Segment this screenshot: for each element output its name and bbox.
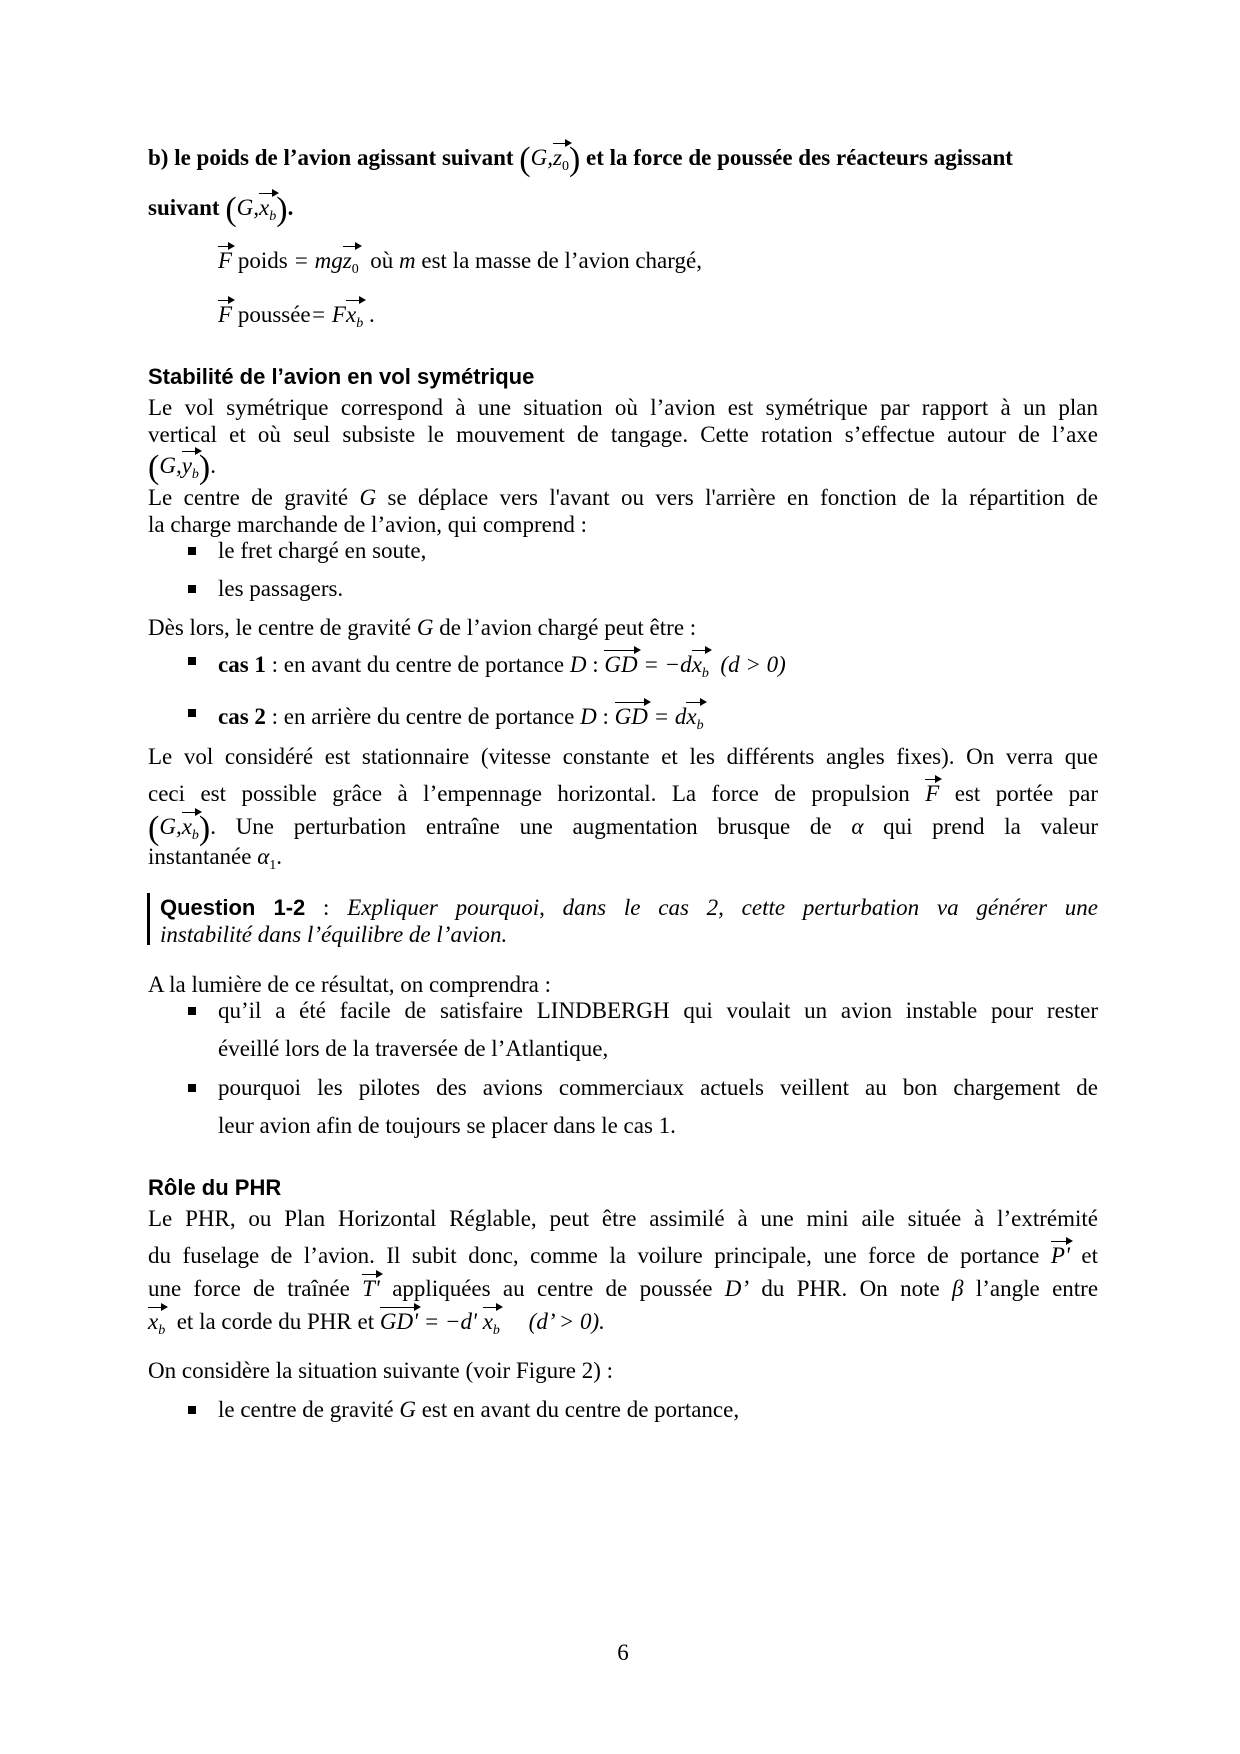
text-span: et — [1081, 1243, 1098, 1268]
axis-paren-open: ( — [519, 141, 531, 178]
paragraph-line: instantanée $\alpha_1$. — [148, 844, 283, 873]
section-heading-phr: Rôle du PHR — [148, 1175, 282, 1200]
list-item-case1: cas 1 : en avant du centre de portance D : GD = $-dx_b$ (d > 0) — [218, 647, 1098, 688]
text-span: est portée par — [954, 781, 1099, 806]
bullet-square — [188, 537, 198, 547]
paragraph-line: A la lumière de ce résultat, on comprendra : — [148, 972, 551, 997]
section-b-text-post: et la force de poussée des réacteurs agissant — [586, 145, 1013, 170]
poussee-label: poussée — [237, 302, 311, 327]
paragraph-line: Le centre de gravité G se déplace vers l'avant ou vers l'arrière en fonction de la répartition de — [148, 485, 1099, 510]
bullet-square — [188, 647, 198, 657]
bullet-square — [188, 575, 198, 585]
poussee-eq: = F — [310, 302, 346, 327]
text-span: . Une perturbation entraîne une augmentation brusque de — [210, 814, 832, 839]
question-line1: Question 1-2 : Expliquer pourquoi, dans le cas 2, cette perturbation va générer une — [160, 895, 1099, 920]
text-span: (d’ > 0). — [528, 1309, 605, 1334]
text-span: se déplace vers l'avant ou vers l'arrière en fonction de la répartition de — [387, 485, 1099, 510]
list-item-cont: éveillé lors de la traversée de l’Atlantique, — [218, 1036, 609, 1061]
case2-label: cas 2 — [218, 704, 266, 729]
paragraph-line: $(G,x_b)$. Une perturbation entraîne une augmentation brusque de α qui prend la valeur — [148, 809, 1098, 850]
axis-paren-close: ) — [568, 141, 581, 178]
text-span: instantanée — [148, 844, 252, 869]
paragraph-line: vertical et où seul subsiste le mouvement de tangage. Cette rotation s’effectue autour de l’axe — [148, 422, 1098, 447]
section-heading-stabilite: Stabilité de l’avion en vol symétrique — [148, 364, 535, 389]
case1-text: : en avant du centre de portance — [271, 652, 565, 677]
text-span: ceci est possible grâce à l’empennage horizontal. La force de propulsion — [148, 781, 910, 806]
text-span: et la corde du PHR et — [176, 1309, 375, 1334]
paragraph-line: Le vol symétrique correspond à une situation où l’avion est symétrique par rapport à un plan — [148, 395, 1098, 420]
poids-rest: est la masse de l’avion chargé, — [421, 248, 702, 273]
question-bar — [147, 893, 150, 945]
paragraph-line: ceci est possible grâce à l’empennage horizontal. La force de propulsion F est portée par — [148, 776, 1098, 808]
bullet-square — [188, 997, 198, 1007]
text-span: est en avant du centre de portance, — [421, 1397, 740, 1422]
axis-g-yb: $(G,y_b)$. — [148, 448, 1098, 489]
paragraph-line: la charge marchande de l’avion, qui comprend : — [148, 512, 587, 537]
text-span: du PHR. On note — [761, 1276, 940, 1301]
paragraph-line: $x_b$ et la corde du PHR et GD' = −d' $x_b$ (d’ > 0). — [148, 1304, 1098, 1345]
formula-poussee: F poussée= $Fx_b$ . — [218, 297, 1168, 338]
text-span: de l’avion chargé peut être : — [439, 615, 697, 640]
text-span: Le centre de gravité — [148, 485, 349, 510]
paragraph-line: Le PHR, ou Plan Horizontal Réglable, peut être assimilé à une mini aile située à l’extrémité — [148, 1206, 1098, 1231]
section-b-suivant: suivant — [148, 195, 220, 220]
list-item-cont: leur avion afin de toujours se placer dans le cas 1. — [218, 1113, 676, 1138]
paragraph-line: Dès lors, le centre de gravité G de l’avion chargé peut être : — [148, 615, 697, 640]
paragraph-line: On considère la situation suivante (voir Figure 2) : — [148, 1358, 614, 1383]
question-line2: instabilité dans l’équilibre de l’avion. — [160, 922, 508, 947]
question-text: Expliquer pourquoi, dans le cas 2, cette perturbation va générer une — [347, 895, 1099, 920]
list-item: le centre de gravité G est en avant du centre de portance, — [218, 1397, 740, 1422]
bullet-square — [188, 1396, 198, 1406]
paragraph-line: du fuselage de l’avion. Il subit donc, comme la voilure principale, une force de portance P' et — [148, 1238, 1098, 1270]
list-item-case2: cas 2 : en arrière du centre de portance D : GD = $dx_b$ — [218, 699, 1098, 740]
formula-poids: F poids = mgz$_0$ où m est la masse de l’avion chargé, — [218, 243, 1168, 284]
case2-text: : en arrière du centre de portance — [271, 704, 575, 729]
text-span: Dès lors, le centre de gravité — [148, 615, 412, 640]
list-item: les passagers. — [218, 576, 344, 601]
section-b-line1: b) le poids de l’avion agissant suivant $(G,z_0)$ et la force de poussée des réacteurs agissant — [148, 140, 1098, 181]
list-item: pourquoi les pilotes des avions commerciaux actuels veillent au bon chargement de — [218, 1075, 1098, 1100]
text-span: du fuselage de l’avion. Il subit donc, comme la voilure principale, une force de portance — [148, 1243, 1040, 1268]
bullet-square — [188, 699, 198, 709]
case1-label: cas 1 — [218, 652, 266, 677]
text-span: l’angle entre — [975, 1276, 1099, 1301]
list-item: le fret chargé en soute, — [218, 538, 427, 563]
poids-eq: = mg — [293, 248, 343, 273]
text-span: le centre de gravité — [218, 1397, 394, 1422]
page-number: 6 — [617, 1640, 629, 1665]
paragraph-line: une force de traînée T' appliquées au centre de poussée D’ du PHR. On note β l’angle entre — [148, 1271, 1098, 1303]
poids-m: m — [399, 248, 416, 273]
poids-label: poids — [237, 248, 288, 273]
text-span: une force de traînée — [148, 1276, 350, 1301]
section-b-line2: suivant $(G,x_b)$. — [148, 190, 1098, 231]
list-item: qu’il a été facile de satisfaire LINDBERGH qui voulait un avion instable pour rester — [218, 998, 1098, 1023]
poids-tail: où — [370, 248, 394, 273]
section-b-text: b) le poids de l’avion agissant suivant — [148, 145, 514, 170]
text-span: qui prend la valeur — [883, 814, 1099, 839]
paragraph-line: Le vol considéré est stationnaire (vitesse constante et les différents angles fixes). On verra que — [148, 744, 1098, 769]
case1-cond: (d > 0) — [720, 652, 786, 677]
bullet-square — [188, 1074, 198, 1084]
question-label: Question 1-2 — [160, 895, 306, 920]
text-span: appliquées au centre de poussée — [392, 1276, 713, 1301]
